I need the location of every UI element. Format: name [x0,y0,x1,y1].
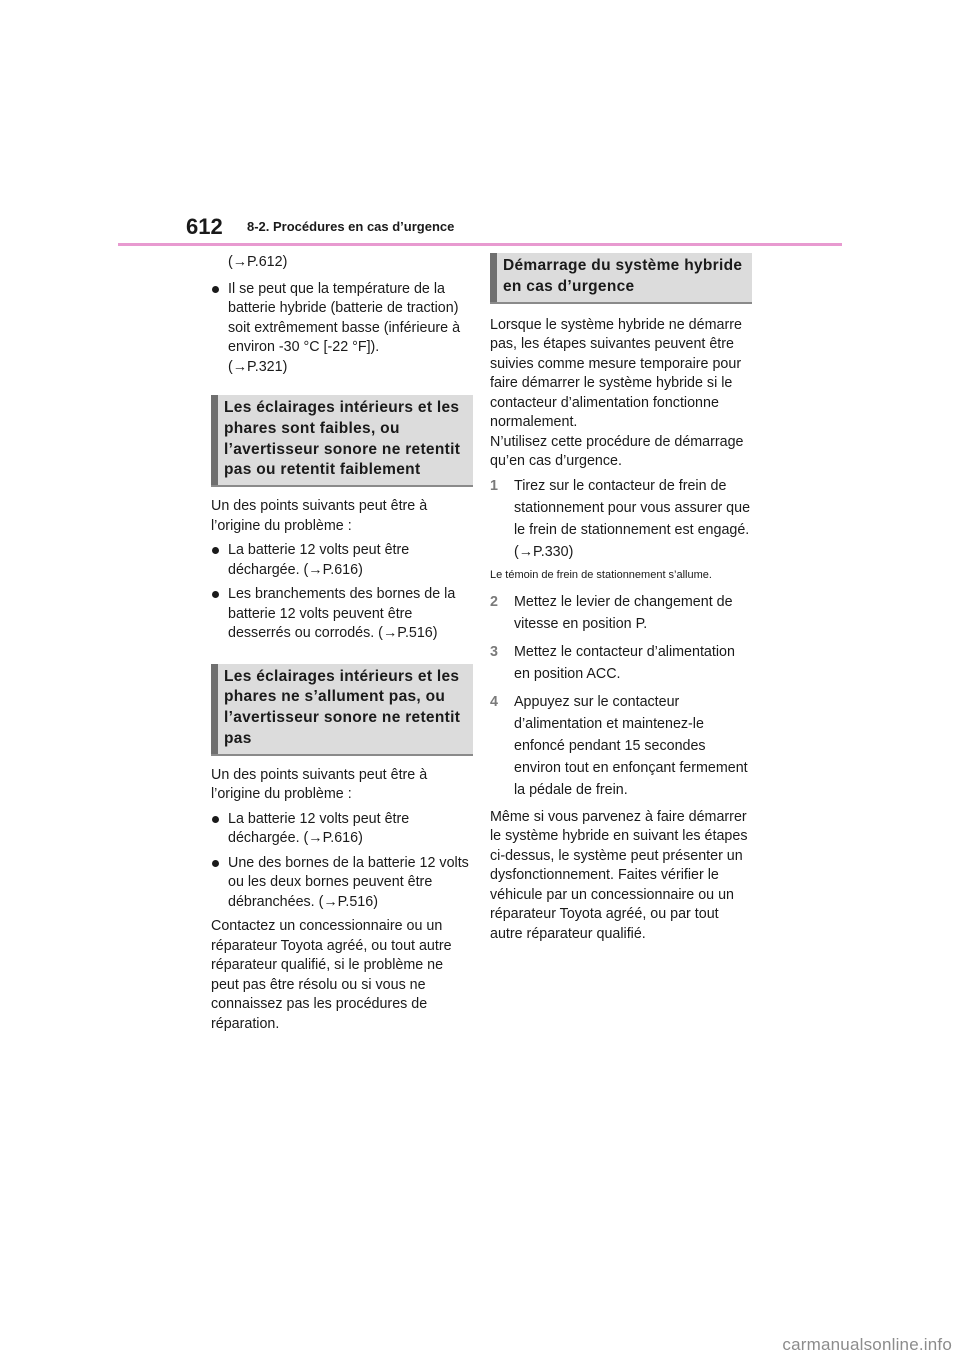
step-2 [490,591,752,635]
bullet-dot-icon [212,860,219,867]
step-4 [490,691,752,801]
intro-no-lights: Un des points suivants peut être à l’origine du problème : [211,766,428,803]
header-rule [118,243,842,246]
section-title: 8-2. Procédures en cas d’urgence [247,219,455,234]
page-number: 612 [186,214,223,239]
bullet-dot-icon [212,591,219,598]
bullet-battery-discharged-2 [211,810,473,849]
bullet-ref: (→P.321) [228,358,288,375]
intro-emergency-start: Lorsque le système hybride ne démarre pas, les étapes suivantes peuvent être suivies comme mesure temporaire pour faire démarrer le système hybride si le contacteur d’alimentation fonctionne normalement. [490,316,742,431]
step-number: 1 [490,477,498,494]
step-text: Appuyez sur le contacteur d’alimentation et maintenez-le enfoncé pendant 15 secondes environ tout en enfonçant fermement la pédale de frein. [514,693,748,798]
heading-no-lights: Les éclairages intérieurs et les phares ne s’allument pas, ou l’avertisseur sonore ne retentit pas [211,664,473,756]
bullet-terminals-disconnected [211,854,473,913]
bullet-dot-icon [212,286,219,293]
bullet-text: La batterie 12 volts peut être déchargée. (→P.616) [228,810,410,847]
right-column [490,253,752,944]
closing-paragraph-right: Même si vous parvenez à faire démarrer le système hybride en suivant les étapes ci-dessus, le système peut présenter un dysfonctionnement. Faites vérifier le véhicule par un concessionnaire ou un réparateur Toyota agréé, ou par tout autre réparateur qualifié. [490,808,748,942]
bullet-battery-temperature [211,280,473,378]
step-1 [490,475,752,563]
heading-weak-lights: Les éclairages intérieurs et les phares sont faibles, ou l’avertisseur sonore ne retentit pas ou retentit faiblement [211,395,473,487]
intro-weak-lights: Un des points suivants peut être à l’origine du problème : [211,498,428,534]
bullet-terminals-loose [211,585,473,644]
bullet-text: Il se peut que la température de la batterie hybride (batterie de traction) soit extrêmement basse (inférieure à environ -30 °C [-22 °F]). [228,280,461,355]
bullet-dot-icon [212,547,219,554]
step-number: 4 [490,693,498,710]
heading-emergency-start: Démarrage du système hybride en cas d’urgence [490,253,752,304]
bullet-dot-icon [212,816,219,823]
intro-emergency-only: N’utilisez cette procédure de démarrage qu’en cas d’urgence. [490,433,744,470]
step-number: 3 [490,643,498,660]
step-text: Mettez le levier de changement de vitesse en position P. [514,593,733,632]
step-text: Mettez le contacteur d’alimentation en position ACC. [514,643,735,682]
bullet-text: La batterie 12 volts peut être déchargée. (→P.616) [228,542,410,578]
closing-paragraph: Contactez un concessionnaire ou un réparateur Toyota agréé, ou tout autre réparateur qualifié, si le problème ne peut pas être résolu ou si vous ne connaissez pas les procédures de réparation. [211,918,452,1032]
bullet-battery-discharged [211,541,473,580]
step-note: Le témoin de frein de stationnement s’allume. [490,568,712,581]
left-column [211,253,473,1034]
watermark-text: carmanualsonline.info [782,1335,952,1354]
bullet-text: Une des bornes de la batterie 12 volts ou les deux bornes peuvent être débranchées. (→P.516) [228,854,469,910]
continued-reference: (→P.612) [228,254,288,270]
step-text: Tirez sur le contacteur de frein de stationnement pour vous assurer que le frein de stationnement est engagé. (→P.330) [514,477,751,560]
bullet-text: Les branchements des bornes de la batterie 12 volts peuvent être desserrés ou corrodés. (→P.516) [228,586,456,642]
step-3 [490,641,752,685]
step-number: 2 [490,593,498,610]
